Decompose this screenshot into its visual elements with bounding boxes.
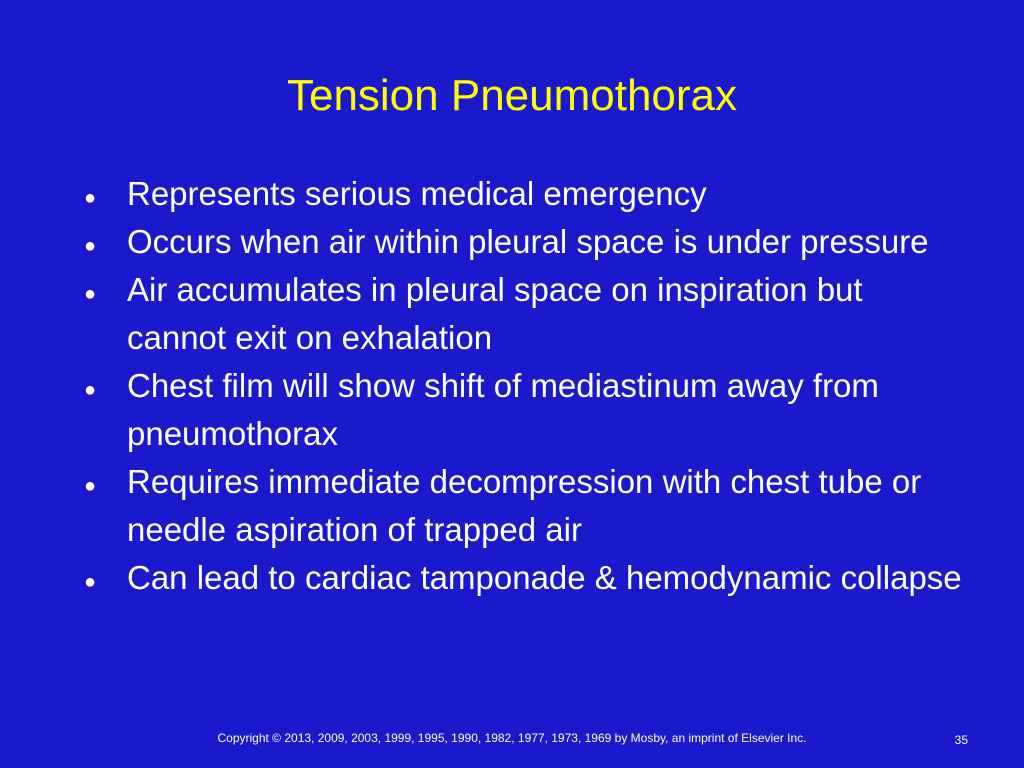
bullet-icon: ● xyxy=(84,235,97,257)
copyright-footer: Copyright © 2013, 2009, 2003, 1999, 1995, 1990, 1982, 1977, 1973, 1969 by Mosby, an imprint of Elsevier Inc. xyxy=(217,731,807,745)
bullet-text: Requires immediate decompression with chest tube or needle aspiration of trapped air xyxy=(127,463,922,548)
bullet-item xyxy=(84,170,964,218)
bullet-icon: ● xyxy=(84,187,97,209)
bullet-icon: ● xyxy=(84,283,97,305)
bullet-icon: ● xyxy=(84,379,97,401)
bullet-item xyxy=(84,266,964,362)
bullet-item xyxy=(84,458,964,554)
bullet-icon: ● xyxy=(84,571,97,593)
slide-title: Tension Pneumothorax xyxy=(286,71,738,120)
bullet-text: Represents serious medical emergency xyxy=(127,175,707,212)
bullet-text: Air accumulates in pleural space on inspiration but cannot exit on exhalation xyxy=(127,271,863,356)
bullet-item xyxy=(84,362,964,458)
bullet-list xyxy=(84,170,964,602)
bullet-item xyxy=(84,218,964,266)
bullet-text: Chest film will show shift of mediastinum away from pneumothorax xyxy=(127,367,879,452)
page-number: 35 xyxy=(954,733,968,747)
bullet-text: Occurs when air within pleural space is under pressure xyxy=(127,223,929,260)
bullet-text: Can lead to cardiac tamponade & hemodynamic collapse xyxy=(127,559,962,596)
bullet-item xyxy=(84,554,964,602)
bullet-icon: ● xyxy=(84,475,97,497)
